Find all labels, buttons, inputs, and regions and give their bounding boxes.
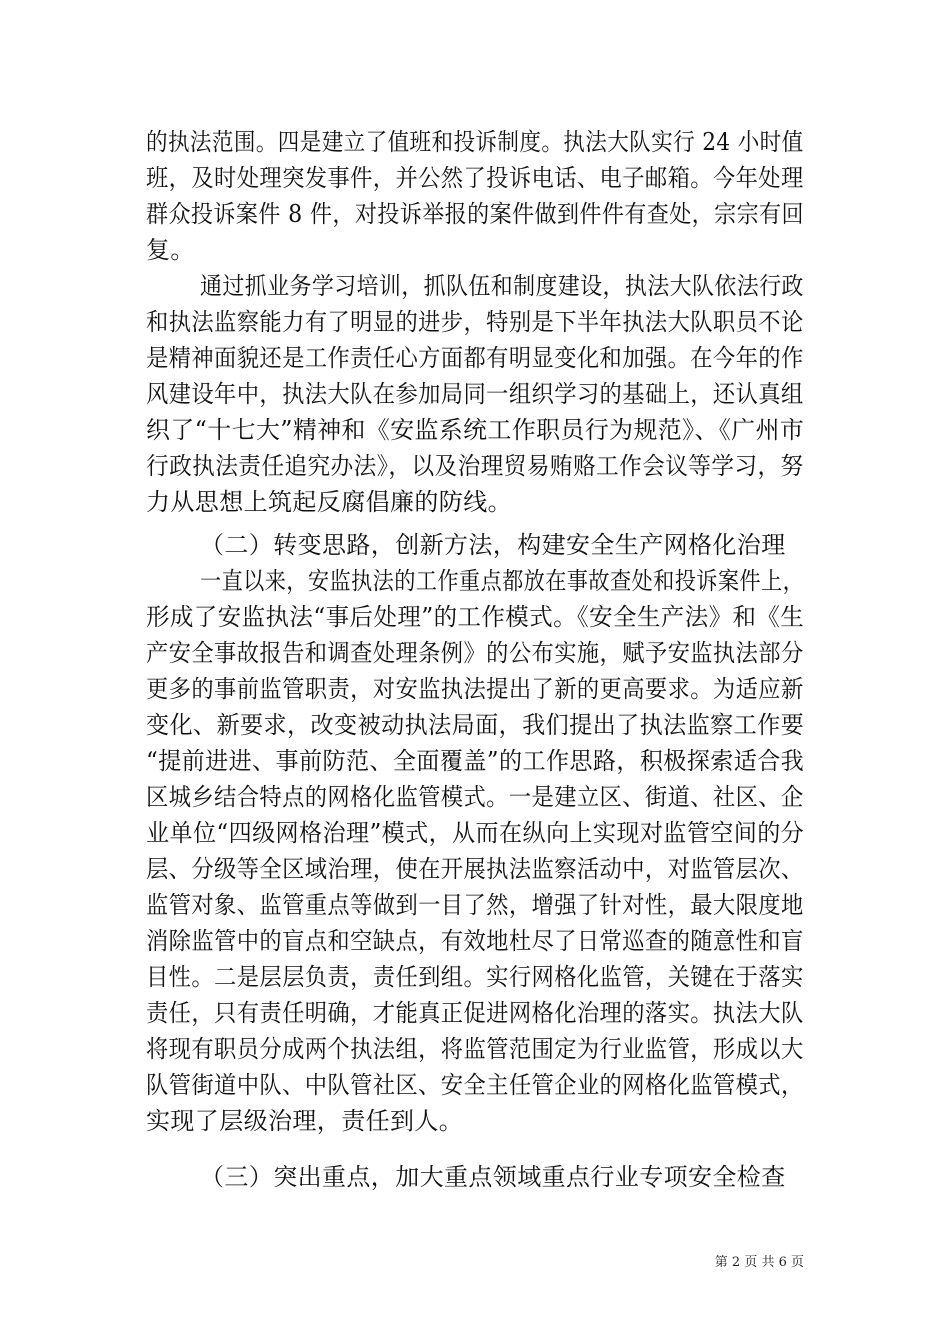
text-line: 业单位“四级网格治理”模式，从而在纵向上实现对监管空间的分 bbox=[146, 819, 805, 847]
text-line: 是精神面貌还是工作责任心方面都有明显变化和加强。在今年的作 bbox=[146, 344, 804, 372]
paragraph-start-line: 一直以来，安监执法的工作重点都放在事故查处和投诉案件上， bbox=[200, 567, 805, 595]
text-line: 产安全事故报告和调查处理条例》的公布实施，赋予安监执法部分 bbox=[146, 639, 804, 667]
text-line: 监管对象、监管重点等做到一目了然，增强了针对性，最大限度地 bbox=[146, 891, 804, 919]
section-heading: （二）转变思路，创新方法，构建安全生产网格化治理 bbox=[200, 531, 786, 559]
text-line: 目性。二是层层负责，责任到组。实行网格化监管，关键在于落实 bbox=[146, 963, 804, 991]
text-line: 行政执法责任追究办法》，以及治理贸易贿赂工作会议等学习，努 bbox=[146, 452, 804, 480]
text-line: 复。 bbox=[146, 236, 195, 264]
text-line: 责任，只有责任明确，才能真正促进网格化治理的落实。执法大队 bbox=[146, 999, 804, 1027]
text-line: 和执法监察能力有了明显的进步，特别是下半年执法大队职员不论 bbox=[146, 308, 804, 336]
text-line: 形成了安监执法“事后处理”的工作模式。《安全生产法》和《生 bbox=[146, 603, 805, 631]
text-line: 层、分级等全区域治理，使在开展执法监察活动中，对监管层次、 bbox=[146, 855, 804, 883]
text-line: 队管街道中队、中队管社区、安全主任管企业的网格化监管模式， bbox=[146, 1071, 804, 1099]
text-line: 群众投诉案件 8 件，对投诉举报的案件做到件件有查处，宗宗有回 bbox=[146, 200, 804, 228]
section-heading: （三）突出重点，加大重点领域重点行业专项安全检查 bbox=[200, 1163, 786, 1191]
text-line: 力从思想上筑起反腐倡廉的防线。 bbox=[146, 488, 512, 516]
text-line: 变化、新要求，改变被动执法局面，我们提出了执法监察工作要 bbox=[146, 711, 805, 739]
text-line: 消除监管中的盲点和空缺点，有效地杜尽了日常巡查的随意性和盲 bbox=[146, 927, 804, 955]
text-line: “提前进进、事前防范、全面覆盖”的工作思路，积极探索适合我 bbox=[146, 747, 805, 775]
paragraph-start-line: 通过抓业务学习培训，抓队伍和制度建设，执法大队依法行政 bbox=[200, 272, 804, 300]
text-line: 实现了层级治理，责任到人。 bbox=[146, 1107, 464, 1135]
text-line: 更多的事前监管职责，对安监执法提出了新的更高要求。为适应新 bbox=[146, 675, 804, 703]
text-line: 织了“十七大”精神和《安监系统工作职员行为规范》、《广州市 bbox=[146, 416, 805, 444]
text-line: 将现有职员分成两个执法组，将监管范围定为行业监管，形成以大 bbox=[146, 1035, 804, 1063]
text-line: 班，及时处理突发事件，并公然了投诉电话、电子邮箱。今年处理 bbox=[146, 164, 804, 192]
page-number-footer: 第 2 页 共 6 页 bbox=[714, 1255, 804, 1270]
text-line: 区城乡结合特点的网格化监管模式。一是建立区、街道、社区、企 bbox=[146, 783, 804, 811]
text-line: 风建设年中，执法大队在参加局同一组织学习的基础上，还认真组 bbox=[146, 380, 804, 408]
text-line: 的执法范围。四是建立了值班和投诉制度。执法大队实行 24 小时值 bbox=[146, 128, 804, 156]
